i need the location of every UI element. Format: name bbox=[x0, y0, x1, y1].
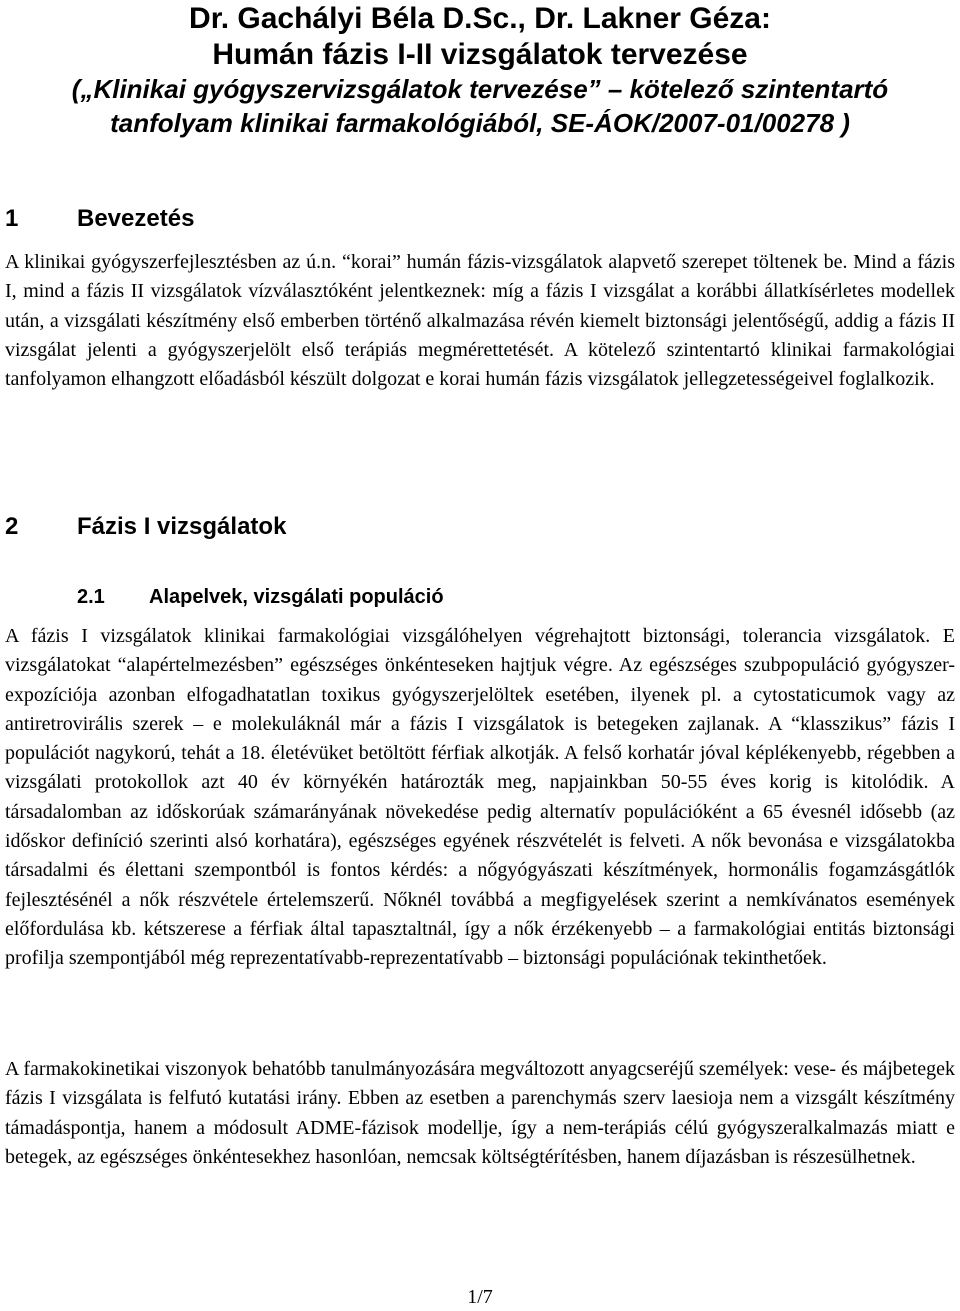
section-1-heading bbox=[5, 204, 194, 234]
document-page bbox=[5, 0, 955, 1168]
subsection-2-1-heading bbox=[77, 584, 444, 610]
subsection-number: 2.1 bbox=[77, 586, 105, 608]
subsection-2-1-paragraph-1: A fázis I vizsgálatok klinikai farmakológiai vizsgálóhelyen végrehajtott biztonsági, tolerancia vizsgálatok. E vizsgálatokat “alapértelmezésben” egészséges önkénteseken hajtjuk végre. Az egészséges szubpopuláció gyógyszer-expozíciója azonban elfogadhatatlan toxikus gyógyszerjelöltek esetében, ilyenek pl. a cytostaticumok vagy az antiretrovirális szerek – e molekuláknál már a fázis I vizsgálatok is betegeken zajlanak. A “klasszikus” fázis I populációt nagykorú, tehát a 18. életévüket betöltött férfiak alkotják. A felső korhatár jóval képlékenyebb, régebben a vizsgálati protokollok azt 40 év környékén határozták meg, napjainkban 50-55 éves korig is kitolódik. A társadalomban az időskorúak számarányának növekedése pedig alternatív populációként a 65 évesnél idősebb (az időskor definíció szerinti alsó korhatára), egészséges egyének részvételét is felveti. A nők bevonása e vizsgálatokba társadalmi és élettani szempontból is fontos kérdés: a nőgyógyászati készítmények, hormonális fogamzásgátlók fejlesztésénél a nők részvétele értelemszerű. Nőknél továbbá a megfigyelések szerint a nemkívánatos események előfordulása kb. kétszerese a férfiak által tapasztaltnál, így a nők érzékenyebb – a farmakológiai entitás biztonsági profilja szempontjából még reprezentatívabb-reprezentatívabb – biztonsági populációnak tekinthetőek. bbox=[5, 625, 955, 970]
section-title: Bevezetés bbox=[77, 205, 195, 232]
document-title-line-1: Dr. Gachályi Béla D.Sc., Dr. Lakner Géza: bbox=[189, 2, 771, 35]
section-2-heading bbox=[5, 512, 286, 542]
section-1-paragraph: A klinikai gyógyszerfejlesztésben az ú.n. “korai” humán fázis-vizsgálatok alapvető szerepet töltenek be. Mind a fázis I, mind a fázis II vizsgálatok vízválasztóként jelentkeznek: míg a fázis I vizsgálat a korábbi állatkísérletes modellek után, a vizsgálati készítmény első emberben történő alkalmazása révén kiemelt biztonsági jelentőségű, addig a fázis II vizsgálat jelenti a gyógyszerjelölt első terápiás megmérettetését. A kötelező szintentartó klinikai farmakológiai tanfolyamon elhangzott előadásból készült dolgozat e korai humán fázis vizsgálatok jellegzetességeivel foglalkozik. bbox=[5, 251, 955, 391]
document-title-line-2: Humán fázis I-II vizsgálatok tervezése bbox=[212, 38, 748, 71]
subsection-title: Alapelvek, vizsgálati populáció bbox=[149, 586, 444, 608]
section-number: 1 bbox=[5, 205, 19, 232]
section-number: 2 bbox=[5, 513, 19, 540]
section-title: Fázis I vizsgálatok bbox=[77, 513, 287, 540]
document-subtitle-line-1: („Klinikai gyógyszervizsgálatok tervezése” – kötelező szintentartó bbox=[71, 74, 889, 104]
subsection-2-1-paragraph-2: A farmakokinetikai viszonyok behatóbb tanulmányozására megváltozott anyagcseréjű személyek: vese- és májbetegek fázis I vizsgálata is felfutó kutatási irány. Ebben az esetben a parenchymás szerv laesioja nem a vizsgált készítmény támadáspontja, hanem a módosult ADME-fázisok modellje, így a nem-terápiás célú gyógyszeralkalmazás miatt e betegek, az egészséges önkéntesekhez hasonlóan, nemcsak költségtérítésben, hanem díjazásban is részesülhetnek. bbox=[5, 1058, 955, 1168]
page-number: 1/7 bbox=[467, 1286, 493, 1308]
document-subtitle-line-2: tanfolyam klinikai farmakológiából, SE-ÁOK/2007-01/00278 ) bbox=[110, 108, 850, 138]
